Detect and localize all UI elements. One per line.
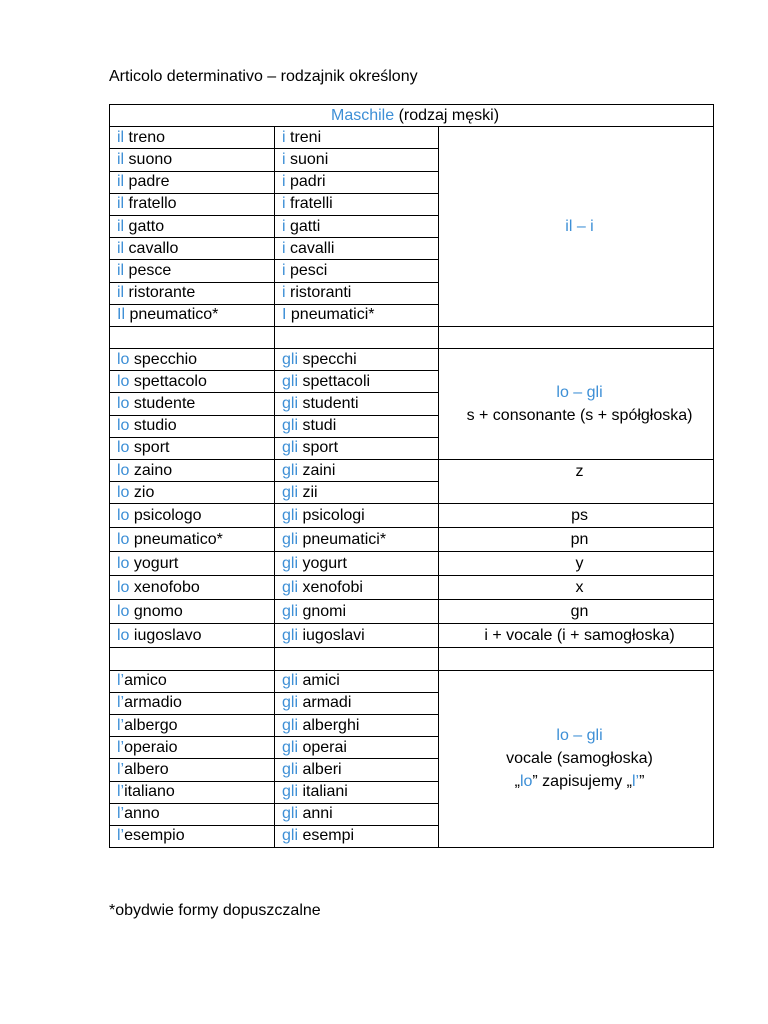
plural-noun: padri <box>285 173 326 191</box>
singular-cell <box>110 803 275 825</box>
plural-noun: xenofobi <box>298 578 363 596</box>
singular-article: l’ <box>117 760 125 778</box>
rule-line <box>446 528 713 551</box>
singular-cell <box>110 552 275 576</box>
singular-cell <box>110 825 275 847</box>
singular-cell <box>110 714 275 736</box>
singular-noun: esempio <box>124 827 185 845</box>
rule-article: lo – gli <box>556 727 603 745</box>
plural-article: gli <box>282 461 299 479</box>
singular-noun: ristorante <box>124 284 196 302</box>
singular-cell <box>110 238 275 260</box>
singular-cell <box>110 482 275 504</box>
singular-cell <box>110 759 275 781</box>
singular-article: l’ <box>117 738 125 756</box>
singular-cell <box>110 304 275 326</box>
plural-article: gli <box>282 760 299 778</box>
singular-article: lo <box>117 483 130 501</box>
singular-cell <box>110 692 275 714</box>
rule-line <box>446 747 713 770</box>
rule-text: „ <box>514 773 520 791</box>
table-header <box>110 105 714 127</box>
singular-article: lo <box>117 626 130 644</box>
plural-cell <box>275 127 439 149</box>
singular-article: lo <box>117 506 130 524</box>
plural-noun: gnomi <box>298 602 347 620</box>
singular-article: lo <box>117 372 130 390</box>
singular-cell <box>110 349 275 371</box>
singular-cell <box>110 600 275 624</box>
singular-noun: gatto <box>124 217 165 235</box>
rule-text: vocale (samogłoska) <box>506 750 653 768</box>
plural-cell <box>275 238 439 260</box>
plural-cell <box>275 393 439 415</box>
plural-cell <box>275 282 439 304</box>
singular-cell <box>110 415 275 437</box>
singular-noun: armadio <box>124 694 182 712</box>
plural-article: gli <box>282 439 299 457</box>
plural-noun: zii <box>298 483 318 501</box>
singular-noun: spettacolo <box>129 372 207 390</box>
singular-article: il <box>117 150 125 168</box>
rule-text: ” zapisujemy „ <box>532 773 632 791</box>
singular-noun: zaino <box>129 461 173 479</box>
plural-article: gli <box>282 506 299 524</box>
singular-noun: yogurt <box>129 554 179 572</box>
singular-noun: amico <box>124 672 167 690</box>
rule-text: ” <box>639 773 645 791</box>
table-row <box>110 460 714 482</box>
singular-cell <box>110 460 275 482</box>
plural-noun: armadi <box>298 694 352 712</box>
plural-article: gli <box>282 372 299 390</box>
plural-article: gli <box>282 672 299 690</box>
singular-article: Il <box>117 306 125 324</box>
table-row <box>110 349 714 371</box>
plural-noun: specchi <box>298 350 357 368</box>
singular-noun: fratello <box>124 195 177 213</box>
singular-noun: studio <box>129 417 177 435</box>
singular-cell <box>110 215 275 237</box>
singular-cell <box>110 171 275 193</box>
singular-noun: psicologo <box>129 506 202 524</box>
header-translation: (rodzaj męski) <box>394 106 500 124</box>
plural-cell <box>275 803 439 825</box>
plural-article: gli <box>282 738 299 756</box>
singular-noun: operaio <box>124 738 178 756</box>
plural-noun: gatti <box>285 217 321 235</box>
singular-article: lo <box>117 350 130 368</box>
rule-cell <box>439 460 714 504</box>
table-row <box>110 600 714 624</box>
plural-noun: suoni <box>285 150 329 168</box>
plural-noun: pesci <box>285 261 328 279</box>
singular-noun: gnomo <box>129 602 183 620</box>
singular-article: il <box>117 128 125 146</box>
singular-noun: anno <box>124 805 160 823</box>
rule-cell <box>439 552 714 576</box>
singular-article: lo <box>117 602 130 620</box>
rule-line <box>446 576 713 599</box>
plural-article: gli <box>282 350 299 368</box>
singular-article: il <box>117 195 125 213</box>
plural-article: i <box>282 261 286 279</box>
footnote: *obydwie formy dopuszczalne <box>109 902 321 919</box>
singular-article: lo <box>117 554 130 572</box>
rule-cell <box>439 127 714 327</box>
rule-article: lo – gli <box>556 384 603 402</box>
empty-cell <box>439 648 714 670</box>
singular-noun: padre <box>124 173 170 191</box>
singular-article: il <box>117 217 125 235</box>
plural-noun: pneumatici* <box>286 306 375 324</box>
plural-article: i <box>282 150 286 168</box>
plural-cell <box>275 349 439 371</box>
table-row <box>110 576 714 600</box>
plural-noun: zaini <box>298 461 336 479</box>
singular-noun: pneumatico* <box>125 306 219 324</box>
rule-cell <box>439 349 714 460</box>
rule-line <box>446 215 713 238</box>
plural-cell <box>275 415 439 437</box>
plural-cell <box>275 759 439 781</box>
table-header-row <box>110 105 714 127</box>
plural-article: gli <box>282 530 299 548</box>
singular-cell <box>110 282 275 304</box>
plural-article: i <box>282 284 286 302</box>
plural-article: gli <box>282 578 299 596</box>
plural-noun: pneumatici* <box>298 530 387 548</box>
spacer-row <box>110 648 714 670</box>
rule-text: x <box>575 579 584 597</box>
singular-cell <box>110 781 275 803</box>
singular-article: il <box>117 261 125 279</box>
singular-noun: xenofobo <box>129 578 200 596</box>
singular-cell <box>110 737 275 759</box>
singular-article: lo <box>117 530 130 548</box>
singular-article: l’ <box>117 672 125 690</box>
plural-noun: alberi <box>298 760 342 778</box>
page-title: Articolo determinativo – rodzajnik określony <box>109 68 418 85</box>
plural-noun: operai <box>298 738 347 756</box>
plural-article: i <box>282 173 286 191</box>
plural-cell <box>275 504 439 528</box>
rule-text: i + vocale (i + samogłoska) <box>484 627 675 645</box>
empty-cell <box>275 326 439 348</box>
singular-noun: suono <box>124 150 173 168</box>
plural-cell <box>275 149 439 171</box>
plural-cell <box>275 437 439 459</box>
rule-text: gn <box>570 603 589 621</box>
plural-cell <box>275 714 439 736</box>
plural-cell <box>275 482 439 504</box>
singular-cell <box>110 193 275 215</box>
plural-cell <box>275 781 439 803</box>
spacer-row <box>110 326 714 348</box>
plural-cell <box>275 552 439 576</box>
singular-noun: sport <box>129 439 170 457</box>
empty-cell <box>110 648 275 670</box>
rule-line <box>446 624 713 647</box>
singular-cell <box>110 576 275 600</box>
singular-noun: treno <box>124 128 166 146</box>
singular-cell <box>110 624 275 648</box>
rule-line <box>446 404 713 427</box>
table-row <box>110 670 714 692</box>
rule-article: l’ <box>631 773 640 791</box>
plural-noun: yogurt <box>298 554 347 572</box>
singular-cell <box>110 371 275 393</box>
plural-noun: psicologi <box>298 506 365 524</box>
plural-noun: studi <box>298 417 337 435</box>
empty-cell <box>439 326 714 348</box>
plural-cell <box>275 193 439 215</box>
plural-cell <box>275 215 439 237</box>
plural-article: gli <box>282 626 299 644</box>
plural-noun: anni <box>298 805 333 823</box>
rule-line <box>446 552 713 575</box>
plural-article: i <box>282 128 286 146</box>
singular-article: l’ <box>117 716 125 734</box>
singular-noun: zio <box>129 483 155 501</box>
table-row <box>110 552 714 576</box>
singular-article: lo <box>117 395 130 413</box>
plural-article: I <box>282 306 287 324</box>
plural-noun: italiani <box>298 783 348 801</box>
plural-cell <box>275 576 439 600</box>
plural-noun: spettacoli <box>298 372 371 390</box>
plural-noun: cavalli <box>285 239 335 257</box>
singular-noun: iugoslavo <box>129 626 202 644</box>
singular-article: il <box>117 239 125 257</box>
empty-cell <box>110 326 275 348</box>
singular-noun: albero <box>124 760 169 778</box>
plural-article: gli <box>282 417 299 435</box>
plural-article: gli <box>282 483 299 501</box>
plural-article: i <box>282 239 286 257</box>
rule-cell <box>439 576 714 600</box>
table-row <box>110 624 714 648</box>
rule-cell <box>439 670 714 848</box>
rule-line <box>446 770 713 793</box>
rule-line <box>446 600 713 623</box>
rule-text: y <box>575 555 584 573</box>
singular-cell <box>110 437 275 459</box>
plural-noun: sport <box>298 439 339 457</box>
rule-cell <box>439 600 714 624</box>
plural-noun: alberghi <box>298 716 360 734</box>
singular-noun: italiano <box>124 783 175 801</box>
plural-noun: fratelli <box>285 195 333 213</box>
singular-article: l’ <box>117 805 125 823</box>
rule-line <box>446 504 713 527</box>
rule-article: il – i <box>565 218 594 236</box>
singular-cell <box>110 504 275 528</box>
plural-cell <box>275 460 439 482</box>
rule-line <box>446 381 713 404</box>
plural-cell <box>275 737 439 759</box>
rule-line <box>446 460 713 483</box>
singular-cell <box>110 528 275 552</box>
rule-cell <box>439 624 714 648</box>
plural-article: gli <box>282 805 299 823</box>
table-row <box>110 528 714 552</box>
plural-cell <box>275 528 439 552</box>
plural-cell <box>275 304 439 326</box>
plural-article: i <box>282 217 286 235</box>
singular-article: lo <box>117 461 130 479</box>
plural-article: gli <box>282 395 299 413</box>
singular-noun: specchio <box>129 350 198 368</box>
plural-noun: studenti <box>298 395 359 413</box>
rule-text: z <box>575 463 584 480</box>
plural-article: gli <box>282 827 299 845</box>
plural-noun: ristoranti <box>285 284 352 302</box>
plural-noun: esempi <box>298 827 355 845</box>
singular-article: l’ <box>117 694 125 712</box>
singular-article: lo <box>117 417 130 435</box>
singular-cell <box>110 670 275 692</box>
plural-cell <box>275 670 439 692</box>
article-table <box>109 104 714 848</box>
plural-article: gli <box>282 602 299 620</box>
singular-article: lo <box>117 439 130 457</box>
rule-cell <box>439 504 714 528</box>
plural-article: gli <box>282 716 299 734</box>
plural-cell <box>275 825 439 847</box>
plural-cell <box>275 371 439 393</box>
plural-cell <box>275 600 439 624</box>
table-row <box>110 504 714 528</box>
singular-article: il <box>117 173 125 191</box>
header-gender-label: Maschile <box>330 106 395 124</box>
plural-cell <box>275 171 439 193</box>
rule-line <box>446 724 713 747</box>
singular-cell <box>110 149 275 171</box>
empty-cell <box>275 648 439 670</box>
plural-article: gli <box>282 694 299 712</box>
singular-article: l’ <box>117 827 125 845</box>
singular-article: l’ <box>117 783 125 801</box>
singular-noun: pneumatico* <box>129 530 223 548</box>
plural-article: gli <box>282 554 299 572</box>
singular-article: lo <box>117 578 130 596</box>
singular-noun: albergo <box>124 716 178 734</box>
singular-noun: studente <box>129 395 196 413</box>
rule-text: ps <box>571 507 588 525</box>
rule-article: lo <box>519 773 533 791</box>
singular-noun: pesce <box>124 261 172 279</box>
plural-noun: iugoslavi <box>298 626 365 644</box>
plural-article: i <box>282 195 286 213</box>
rule-cell <box>439 528 714 552</box>
singular-noun: cavallo <box>124 239 179 257</box>
plural-noun: amici <box>298 672 340 690</box>
rule-text: s + consonante (s + spółgłoska) <box>466 407 693 425</box>
plural-cell <box>275 260 439 282</box>
singular-article: il <box>117 284 125 302</box>
table-row <box>110 127 714 149</box>
plural-cell <box>275 624 439 648</box>
rule-text: pn <box>570 531 589 549</box>
singular-cell <box>110 260 275 282</box>
singular-cell <box>110 127 275 149</box>
singular-cell <box>110 393 275 415</box>
plural-noun: treni <box>285 128 322 146</box>
plural-cell <box>275 692 439 714</box>
plural-article: gli <box>282 783 299 801</box>
